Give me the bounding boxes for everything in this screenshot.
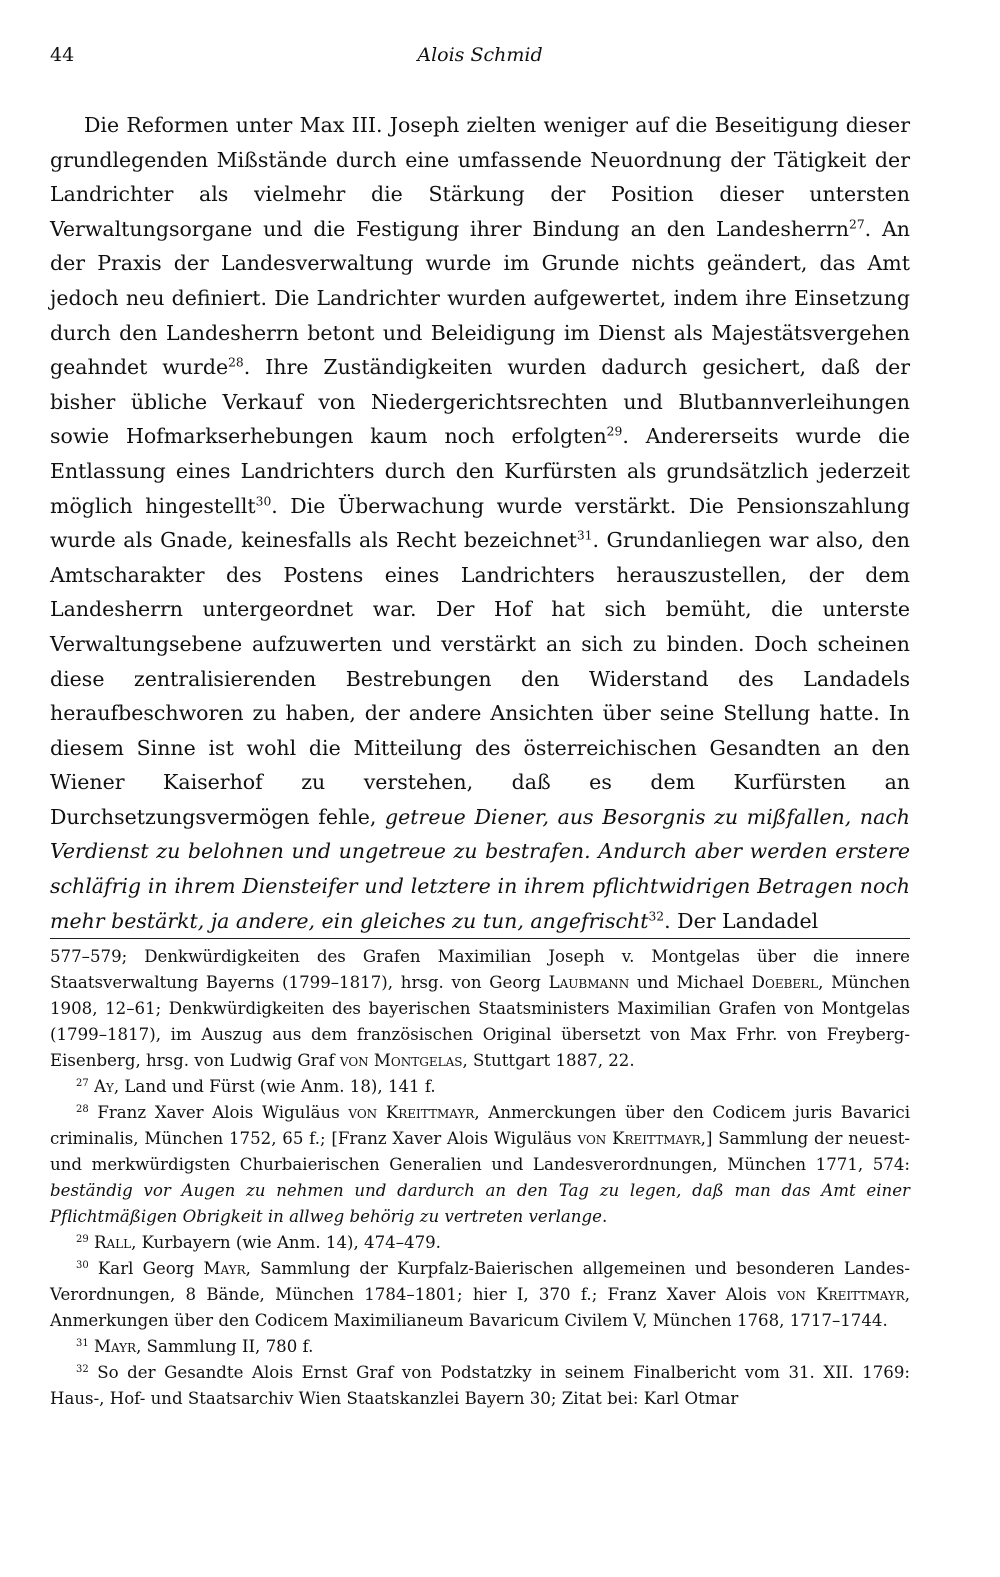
author-name: von Kreittmayr (577, 1129, 701, 1148)
italic-quotation: getreue Diener, aus Besorgnis zu mißfallen, nach Verdienst zu belohnen und ungetreue zu bestrafen. Andurch aber werden erstere schläfrig in ihrem Diensteifer und letztere in ihrem pflichtwidrigen Betragen noch mehr bestärkt, ja andere, ein gleiches zu tun, angefrischt (50, 804, 910, 933)
footnote-ref-28[interactable]: 28 (228, 355, 244, 370)
footnote-31 (50, 1334, 910, 1360)
text-run: , Stuttgart 1887, 22. (462, 1051, 635, 1070)
footnote-ref-30[interactable]: 30 (255, 494, 272, 509)
footnote-ref-32[interactable]: 32 (648, 909, 665, 924)
footnotes (50, 944, 910, 1412)
text-run: , München 1908, 12–61; Denkwürdigkeiten des bayerischen Staatsministers Maximilian Grafen von Montgelas (1799–1817), im Auszug aus dem französischen Original übersetzt von Max Frhr. von Freyberg-Eisenberg, hrsg. von Ludwig Graf (50, 973, 911, 1070)
footnote-number: 27 (76, 1078, 89, 1090)
author-name: Rall (93, 1233, 132, 1252)
footnote-divider (50, 938, 910, 939)
footnote-28 (50, 1100, 910, 1230)
text-run: . Ihre Zuständigkeiten wurden dadurch gesichert, daß der bisher übliche Verkauf von Niedergerichtsrechten und Blutbannverleihungen sowie Hofmarkserhebungen kaum noch erfolgten (50, 355, 911, 449)
body-paragraph (50, 108, 910, 938)
author-name: Mayr (203, 1259, 246, 1278)
running-title: Alois Schmid (417, 44, 543, 66)
text-run: , Sammlung II, 780 f. (136, 1337, 314, 1356)
text-run: , Kurbayern (wie Anm. 14), 474–479. (131, 1233, 441, 1252)
author-name: von Kreittmayr (777, 1285, 905, 1304)
text-run: und Michael (629, 973, 752, 992)
text-run: , Anmerkungen über den Codicem Maximilianeum Bavaricum Civilem V, München 1768, 1717–1744. (50, 1285, 911, 1330)
main-text (50, 108, 910, 938)
footnote-29 (50, 1230, 910, 1256)
text-run: . (601, 1207, 608, 1226)
footnote-number: 31 (76, 1338, 89, 1350)
text-run: . Andererseits wurde die Entlassung eines Landrichters durch den Kurfürsten als grundsätzlich jederzeit möglich hingestellt (50, 424, 910, 518)
italic-quotation: beständig vor Augen zu nehmen und dardurch an den Tag zu legen, daß man das Amt einer Pflichtmäßigen Obrigkeit in allweg behörig zu vertreten verlange (50, 1181, 910, 1226)
footnote-number: 29 (76, 1234, 89, 1246)
text-run: Die Reformen unter Max III. Joseph zielten weniger auf die Beseitigung dieser grundlegenden Mißstände durch eine umfassende Neuordnung der Tätigkeit der Landrichter als vielmehr die Stärkung der Position dieser untersten Verwaltungsorgane und die Festigung ihrer Bindung an den Landesherrn (50, 113, 910, 241)
footnote-continuation (50, 944, 910, 1074)
text-run: . Grundanliegen war also, den Amtscharakter des Postens eines Landrichters herauszustellen, der dem Landesherrn untergeordnet war. Der Hof hat sich bemüht, die unterste Verwaltungsebene aufzuwerten und verstärkt an sich zu binden. Doch scheinen diese zentralisierenden Bestrebungen den Widerstand des Landadels heraufbeschworen zu haben, der andere Ansichten über seine Stellung hatte. In diesem Sinne ist wohl die Mitteilung des österreichischen Gesandten an den Wiener Kaiserhof zu verstehen, daß es dem Kurfürsten an Durchsetzungsvermögen fehle, (50, 528, 910, 829)
footnote-ref-27[interactable]: 27 (849, 217, 865, 232)
footnote-27 (50, 1074, 910, 1100)
text-run: . Die Überwachung wurde verstärkt. Die Pensionszahlung wurde als Gnade, keinesfalls als Recht bezeichnet (50, 493, 911, 553)
text-run: , Land und Fürst (wie Anm. 18), 141 f. (113, 1077, 436, 1096)
text-run: 577–579; Denkwürdigkeiten des Grafen Maximilian Joseph v. Montgelas über die innere Staatsverwaltung Bayerns (1799–1817), hrsg. von Georg (50, 947, 910, 992)
author-name: von Kreittmayr (348, 1103, 475, 1122)
footnote-32 (50, 1360, 910, 1412)
text-run: Franz Xaver Alois Wiguläus (97, 1103, 349, 1122)
footnote-number: 30 (76, 1260, 89, 1272)
text-run: ,] Sammlung der neuest- und merkwürdigsten Churbaierischen Generalien und Landesverordnungen, München 1771, 574: (50, 1129, 910, 1174)
footnote-ref-29[interactable]: 29 (606, 424, 623, 439)
footnote-number: 32 (76, 1364, 89, 1376)
author-name: Laubmann (548, 973, 630, 992)
author-name: Ay (93, 1077, 114, 1096)
footnote-number: 28 (76, 1104, 89, 1116)
author-name: von Montgelas (339, 1051, 463, 1070)
footnote-ref-31[interactable]: 31 (576, 528, 593, 543)
text-run: , Anmerckungen über den Codicem juris Bavarici criminalis, München 1752, 65 f.; [Franz Xaver Alois Wiguläus (50, 1103, 911, 1148)
author-name: Doeberl (751, 973, 819, 992)
text-run: . Der Landadel (664, 908, 819, 933)
text-run: , Sammlung der Kurpfalz-Baierischen allgemeinen und besonderen Landes-Verordnungen, 8 Bände, München 1784–1801; hier I, 370 f.; Franz Xaver Alois (50, 1259, 911, 1304)
page-header (50, 44, 910, 74)
author-name: Mayr (93, 1337, 137, 1356)
text-run: Karl Georg (97, 1259, 204, 1278)
text-run: . An der Praxis der Landesverwaltung wurde im Grunde nichts geändert, das Amt jedoch neu definiert. Die Landrichter wurden aufgewertet, indem ihre Einsetzung durch den Landesherrn betont und Beleidigung im Dienst als Majestätsvergehen geahndet wurde (50, 216, 910, 380)
text-run: So der Gesandte Alois Ernst Graf von Podstatzky in seinem Finalbericht vom 31. XII. 1769: Haus-, Hof- und Staatsarchiv Wien Staatskanzlei Bayern 30; Zitat bei: Karl Otmar (50, 1363, 910, 1408)
page-number: 44 (50, 44, 75, 66)
footnote-30 (50, 1256, 910, 1334)
